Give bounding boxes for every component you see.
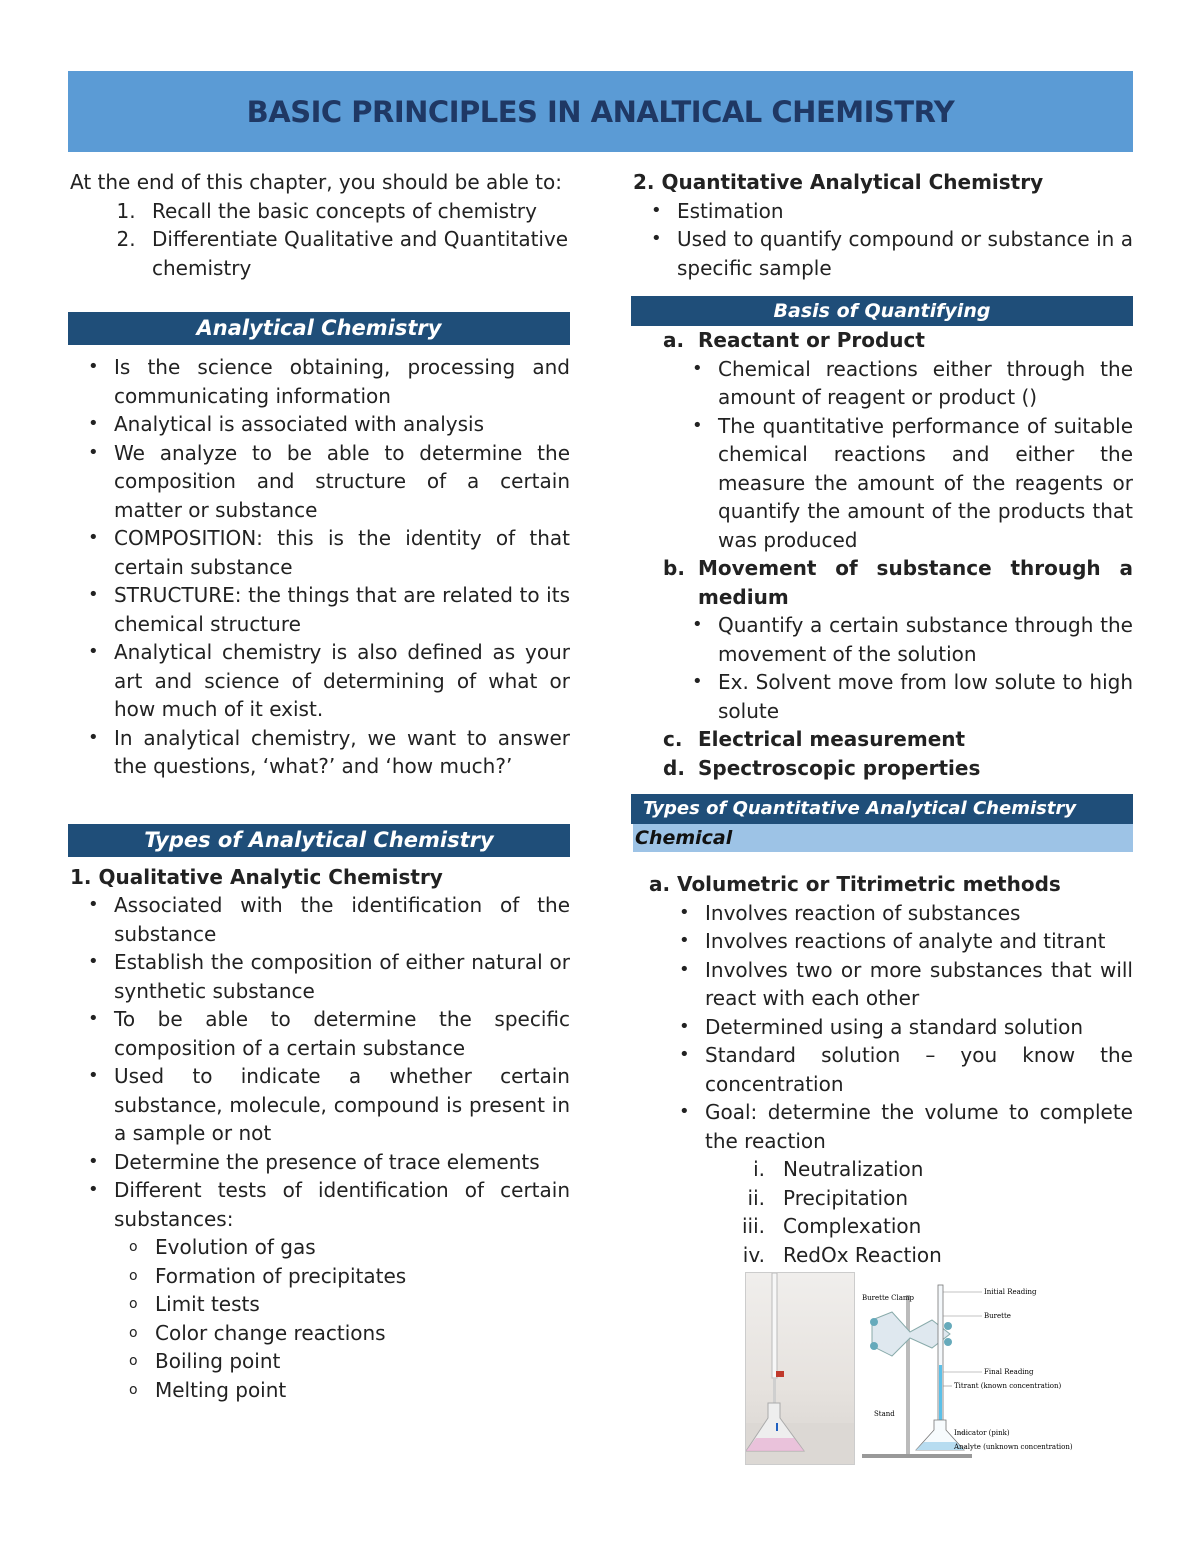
list-item: • Standard solution – you know the concentration: [705, 1041, 1133, 1098]
diagram-label: Indicator (pink): [954, 1429, 1010, 1437]
item-marker: b.: [663, 556, 685, 580]
section-heading-types-quant: Types of Quantitative Analytical Chemistry: [631, 794, 1133, 824]
right-column: [633, 168, 1133, 1269]
reaction-type-label: Precipitation: [783, 1185, 909, 1210]
list-item: • Analytical chemistry is also defined as your art and science of determining of what or how much of it exist.: [114, 638, 570, 724]
basis-item-b: [663, 554, 1133, 611]
titration-photo: [745, 1272, 855, 1465]
quantitative-title: 2. Quantitative Analytical Chemistry: [633, 170, 1044, 194]
item-title: Reactant or Product: [698, 328, 925, 352]
diagram-label: Burette Clamp: [862, 1294, 915, 1302]
list-item: • Analytical is associated with analysis: [114, 410, 570, 439]
test-item: o Color change reactions: [155, 1319, 570, 1348]
test-item: o Formation of precipitates: [155, 1262, 570, 1291]
qualitative-bullets: [70, 891, 570, 1233]
diagram-label: Titrant (known concentration): [954, 1382, 1062, 1390]
clamp-knob: [944, 1322, 952, 1330]
list-item: • Used to indicate a whether certain substance, molecule, compound is present in a sample or not: [114, 1062, 570, 1148]
left-column: [70, 168, 570, 1404]
list-item: • COMPOSITION: this is the identity of that certain substance: [114, 524, 570, 581]
diagram-label: Final Reading: [984, 1368, 1034, 1376]
test-item: o Evolution of gas: [155, 1233, 570, 1262]
list-item: • Chemical reactions either through the amount of reagent or product (): [718, 355, 1133, 412]
clamp-knob: [870, 1342, 878, 1350]
clamp-knob: [944, 1338, 952, 1346]
page-title: BASIC PRINCIPLES IN ANALTICAL CHEMISTRY: [246, 94, 955, 129]
objective-item: 2. Differentiate Qualitative and Quantitative chemistry: [142, 225, 570, 282]
objectives-list: [70, 197, 570, 283]
method-title: a. Volumetric or Titrimetric methods: [649, 872, 1061, 896]
roman-numeral: iii.: [741, 1214, 765, 1238]
test-item: o Limit tests: [155, 1290, 570, 1319]
stand-base: [862, 1454, 972, 1458]
item-title: Electrical measurement: [698, 727, 966, 751]
list-item: • Determine the presence of trace elements: [114, 1148, 570, 1177]
stand-rod: [906, 1295, 910, 1455]
list-item: • Goal: determine the volume to complete the reaction: [705, 1098, 1133, 1155]
quantitative-bullets: [633, 197, 1133, 283]
item-marker: c.: [663, 727, 683, 751]
list-item: • Involves reaction of substances: [705, 899, 1133, 928]
basis-item-d: [663, 754, 1133, 783]
reaction-type-label: Neutralization: [783, 1157, 924, 1181]
basis-item-a: [663, 326, 1133, 355]
diagram-label: Analyte (unknown concentration): [954, 1443, 1073, 1451]
item-title: Movement of substance through a medium: [698, 556, 1133, 609]
list-item: • Used to quantify compound or substance in a specific sample: [677, 225, 1133, 282]
list-item: • Different tests of identification of certain substances:: [114, 1176, 570, 1233]
list-item: • STRUCTURE: the things that are related to its chemical structure: [114, 581, 570, 638]
diagram-label: Stand: [874, 1410, 895, 1418]
item-title: Spectroscopic properties: [698, 755, 981, 780]
list-item: • Establish the composition of either natural or synthetic substance: [114, 948, 570, 1005]
list-item: • Is the science obtaining, processing and communicating information: [114, 353, 570, 410]
section-heading-analytical: Analytical Chemistry: [68, 312, 570, 345]
reaction-type-item: [633, 1241, 1133, 1270]
list-item: • Quantify a certain substance through the movement of the solution: [718, 611, 1133, 668]
reaction-type-label: Complexation: [783, 1214, 922, 1238]
test-item: o Melting point: [155, 1376, 570, 1405]
item-marker: a.: [663, 328, 685, 352]
list-item: • In analytical chemistry, we want to answer the questions, ‘what?’ and ‘how much?’: [114, 724, 570, 781]
clamp-knob: [870, 1318, 878, 1326]
section-heading-types: Types of Analytical Chemistry: [68, 824, 570, 857]
intro-text: At the end of this chapter, you should be able to:: [70, 170, 563, 194]
method-bullets: [633, 899, 1133, 1156]
list-item: • Involves reactions of analyte and titrant: [705, 927, 1133, 956]
list-item: • Estimation: [677, 197, 1133, 226]
basis-a-bullets: [663, 355, 1133, 555]
diagram-label: Initial Reading: [984, 1288, 1037, 1296]
titration-diagram-drawing: [862, 1280, 1102, 1463]
titration-photo-drawing: [746, 1273, 854, 1464]
subheading-chemical: Chemical: [633, 824, 1133, 852]
roman-numeral: iv.: [742, 1242, 765, 1267]
reaction-types-list: [633, 1155, 1133, 1269]
list-item: • Determined using a standard solution: [705, 1013, 1133, 1042]
basis-item-c: [663, 725, 1133, 754]
basis-b-bullets: [663, 611, 1133, 725]
reaction-type-label: RedOx Reaction: [783, 1242, 942, 1267]
test-item: o Boiling point: [155, 1347, 570, 1376]
list-item: • We analyze to be able to determine the composition and structure of a certain matter or substance: [114, 439, 570, 525]
reaction-type-item: [633, 1184, 1133, 1213]
tests-list: [70, 1233, 570, 1404]
list-item: • Associated with the identification of the substance: [114, 891, 570, 948]
roman-numeral: i.: [753, 1157, 765, 1181]
roman-numeral: ii.: [747, 1185, 765, 1210]
diagram-label: Burette: [984, 1312, 1011, 1320]
objective-item: 1. Recall the basic concepts of chemistry: [142, 197, 570, 226]
section-heading-basis: Basis of Quantifying: [631, 296, 1133, 326]
item-marker: d.: [663, 755, 685, 780]
list-item: • Involves two or more substances that will react with each other: [705, 956, 1133, 1013]
list-item: • Ex. Solvent move from low solute to high solute: [718, 668, 1133, 725]
titration-diagram: [862, 1280, 1102, 1463]
title-banner: [68, 71, 1133, 152]
reaction-type-item: [633, 1212, 1133, 1241]
list-item: • To be able to determine the specific composition of a certain substance: [114, 1005, 570, 1062]
titrant-liquid: [939, 1365, 942, 1425]
qualitative-title: 1. Qualitative Analytic Chemistry: [70, 864, 443, 889]
reaction-type-item: [633, 1155, 1133, 1184]
analytical-bullets: [70, 353, 570, 781]
list-item: • The quantitative performance of suitable chemical reactions and either the measure the amount of the reagents or quantify the amount of the products that was produced: [718, 412, 1133, 555]
